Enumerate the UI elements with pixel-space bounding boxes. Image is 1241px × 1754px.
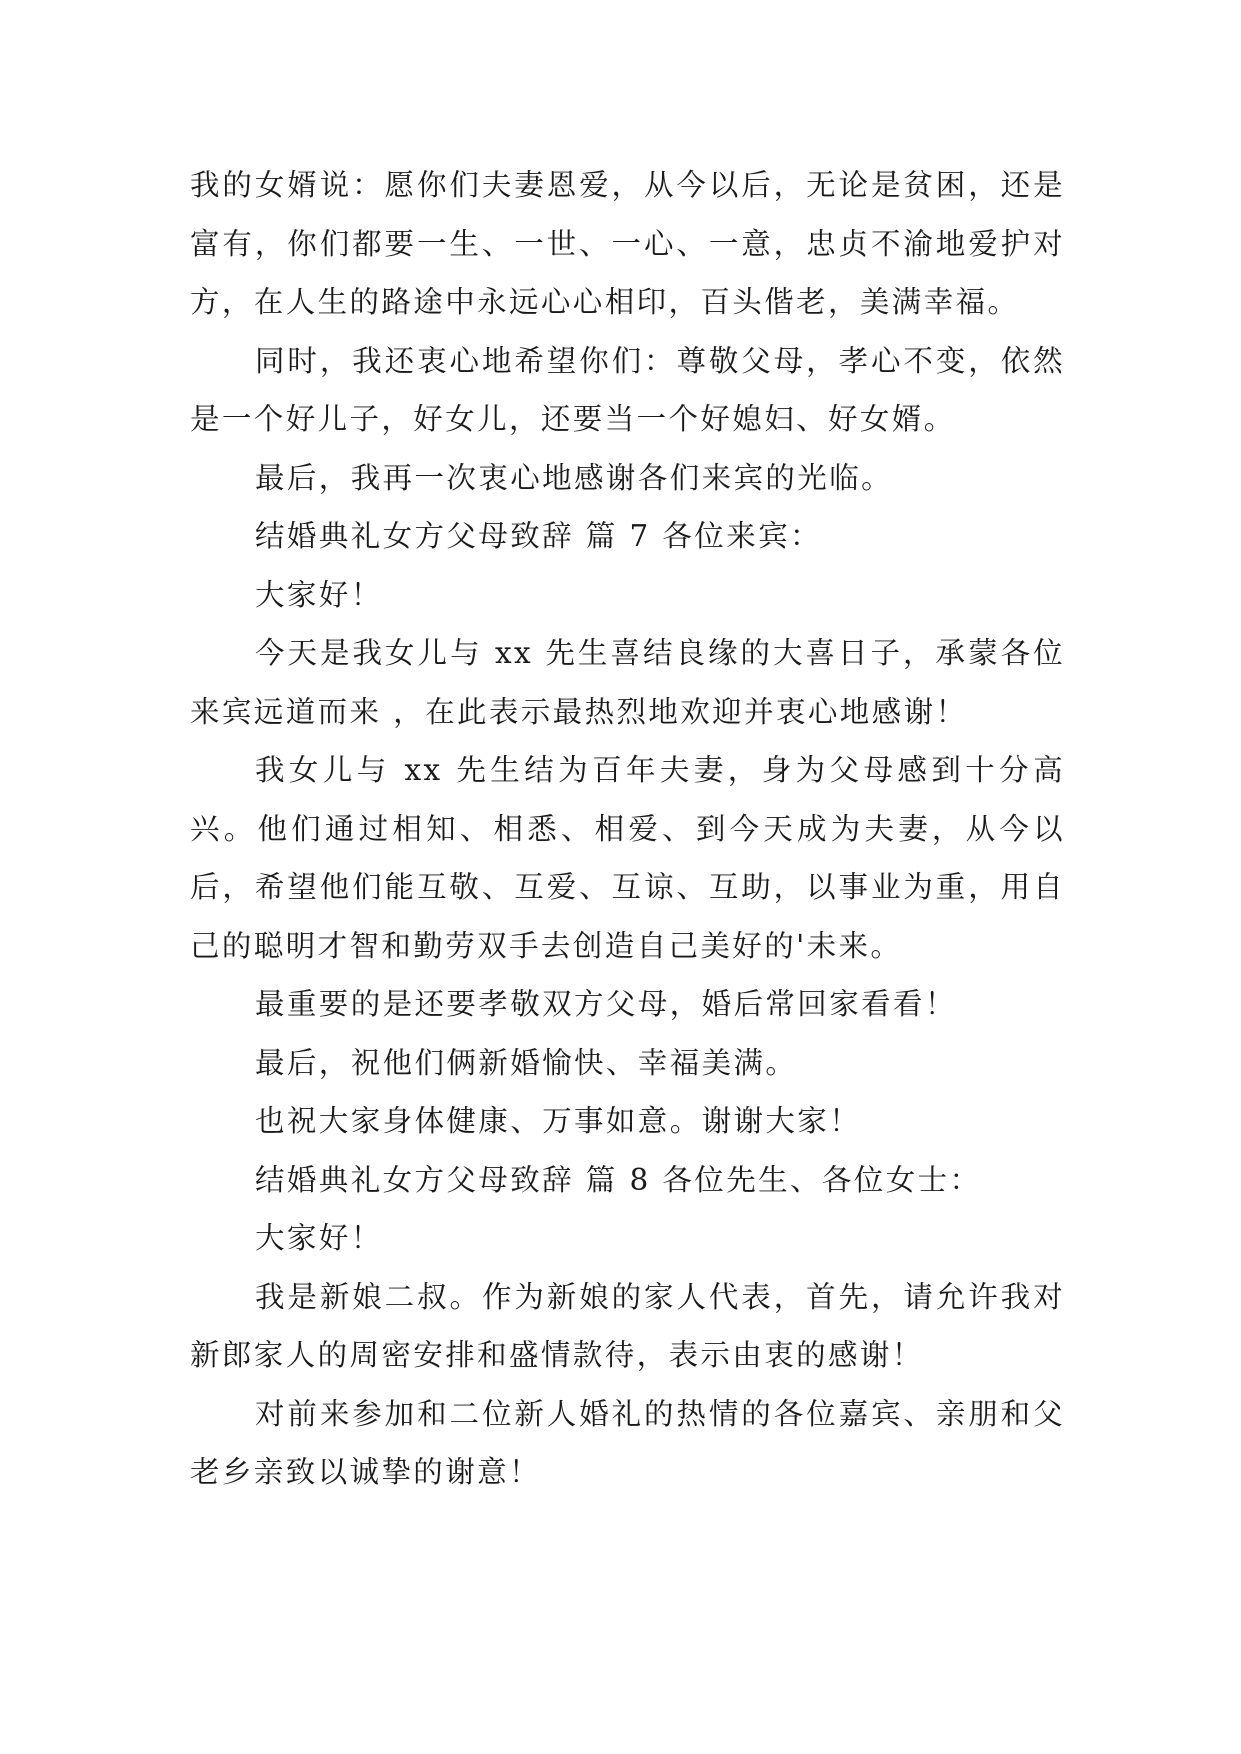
paragraph: 最重要的是还要孝敬双方父母，婚后常回家看看！ [255, 987, 957, 1021]
paragraph: 我的女婿说：愿你们夫妻恩爱，从今以后，无论是贫困，还是富有，你们都要一生、一世、一心、一意，忠贞不渝地爱护对方，在人生的路途中永远心心相印，百头偕老，美满幸福。 [190, 168, 1065, 319]
document-body [190, 156, 1065, 1502]
greeting: 大家好！ [255, 577, 383, 612]
paragraph: 我是新娘二叔。作为新娘的家人代表，首先，请允许我对新郎家人的周密安排和盛情款待，表示由衷的感谢！ [190, 1279, 1065, 1372]
paragraph: 最后，我再一次衷心地感谢各们来宾的光临。 [255, 460, 894, 495]
paragraph: 也祝大家身体健康、万事如意。谢谢大家！ [255, 1104, 862, 1138]
section-heading: 结婚典礼女方父母致辞 篇 7 各位来宾： [255, 519, 822, 553]
paragraph: 最后，祝他们俩新婚愉快、幸福美满。 [255, 1045, 798, 1080]
paragraph: 今天是我女儿与 xx 先生喜结良缘的大喜日子，承蒙各位来宾远道而来 ，在此表示最热烈地欢迎并衷心地感谢！ [190, 636, 1065, 729]
paragraph: 我女儿与 xx 先生结为百年夫妻，身为父母感到十分高兴。他们通过相知、相悉、相爱、到今天成为夫妻，从今以后，希望他们能互敬、互爱、互谅、互助，以事业为重，用自己的聪明才智和勤劳双手去创造自己美好的'未来。 [190, 753, 1065, 963]
greeting: 大家好！ [255, 1221, 383, 1255]
paragraph: 同时，我还衷心地希望你们：尊敬父母，孝心不变，依然是一个好儿子，好女儿，还要当一个好媳妇、好女婿。 [190, 343, 1065, 436]
paragraph: 对前来参加和二位新人婚礼的热情的各位嘉宾、亲朋和父老乡亲致以诚挚的谢意！ [190, 1396, 1065, 1489]
section-heading: 结婚典礼女方父母致辞 篇 8 各位先生、各位女士： [255, 1162, 982, 1197]
